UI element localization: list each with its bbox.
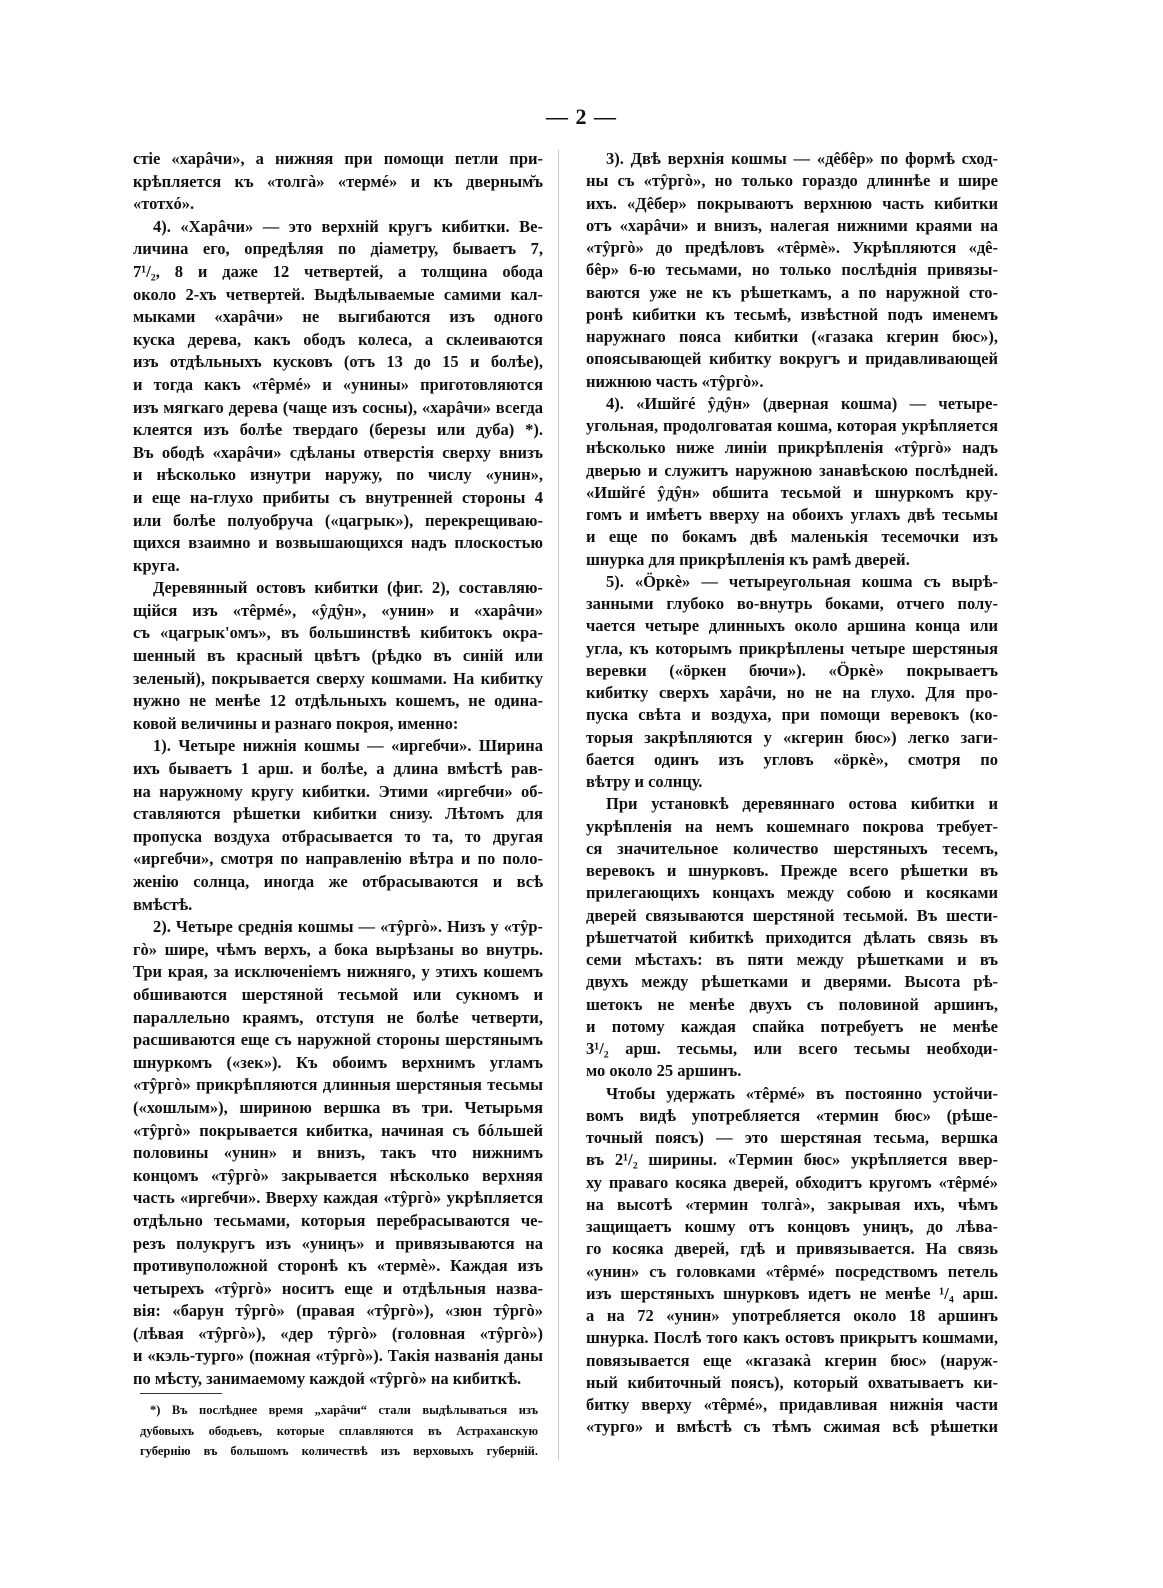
left-column: [133, 148, 543, 1391]
text-line: отдѣльно тесьмами, которыя перебрасываются че-: [133, 1210, 543, 1230]
footnote: [140, 1400, 538, 1462]
text-line: нужно не менѣе 12 отдѣльныхъ кошемъ, не одина-: [133, 691, 543, 711]
text-line: го косяка дверей, гдѣ и привязывается. На связь: [586, 1239, 998, 1259]
paragraph: [586, 148, 998, 393]
text-line: защищаетъ кошму отъ концовъ униңъ, до лѣва-: [586, 1217, 998, 1236]
text-line: торыя закрѣпляются у «кгерин бюс») легко заги-: [586, 727, 998, 747]
text-line: рѣшетчатой кибиткѣ приходится дѣлать связь въ: [586, 927, 998, 947]
footnote-line: *) Въ послѣднее время „харâчи“ стали выдѣлываться изъ: [150, 1403, 538, 1417]
footnote-rule: [140, 1393, 222, 1394]
text-line: 2). Четыре среднія кошмы — «тŷргò». Низъ у «тŷр-: [153, 917, 543, 937]
text-line: ны съ «тŷргò», но только гораздо длиннѣе и шире: [586, 171, 998, 191]
text-line: изъ шерстяныхъ шнурковъ идетъ не менѣе ¹/₄ арш.: [586, 1283, 998, 1303]
text-line: 7¹/₂, 8 и даже 12 четвертей, а толщина обода: [133, 261, 543, 281]
text-line: угольная, продолговатая кошма, которая укрѣпляется: [586, 416, 998, 435]
text-line: шнурка для прикрѣпленія къ рамѣ дверей.: [586, 549, 910, 569]
text-line: мыками «харâчи» не выгибаются изъ одного: [133, 307, 543, 327]
text-line: (лѣвая «тŷргò»), «дер тŷргò» (головная «тŷргò»): [133, 1323, 543, 1343]
text-line: Деревянный остовъ кибитки (фиг. 2), составляю-: [153, 578, 543, 598]
text-line: кибитку сверхъ харâчи, но не на глухо. Для про-: [586, 683, 998, 702]
text-line: Въ ободѣ «харâчи» сдѣланы отверстія сверху внизъ: [133, 442, 543, 462]
text-line: мо около 25 аршинъ.: [586, 1061, 742, 1081]
footnote-line: дубовыхъ ободьевъ, которые сплавляются въ Астраханскую: [140, 1423, 538, 1438]
text-line: женію солнца, иногда же отбрасываются и всѣ: [133, 872, 543, 891]
text-line: битку вверху «тêрмé», придавливая нижнія части: [586, 1395, 998, 1414]
text-line: стіе «харâчи», а нижняя при помощи петли при-: [133, 149, 543, 168]
text-line: ковой величины и разнаго покроя, именно:: [133, 713, 459, 733]
text-line: гò» шире, чѣмъ верхъ, а бока вырѣзаны во внутрь.: [133, 939, 543, 959]
paragraph: [586, 793, 998, 1082]
text-line: и потому каждая спайка потребуетъ не менѣе: [586, 1016, 998, 1036]
text-line: изъ мягкаго дерева (чаще изъ сосны), «харâчи» всегда: [133, 397, 543, 417]
text-line: 4). «Ишйгé ŷдŷн» (дверная кошма) — четыре-: [606, 393, 998, 413]
text-line: и «кэль-турго» (пожная «тŷргò»). Такія названія даны: [133, 1346, 543, 1366]
right-column: [586, 148, 998, 1439]
text-line: и тогда какъ «тêрмé» и «унины» приготовляются: [133, 374, 543, 394]
text-line: противуположной сторонѣ къ «термè». Каждая изъ: [133, 1256, 543, 1276]
text-line: вія: «барун тŷргò» (правая «тŷргò»), «зюн тŷргò»: [133, 1301, 543, 1321]
text-line: («хошлым»), шириною вершка въ три. Четырьмя: [133, 1097, 543, 1117]
text-line: съ «цагрык'омъ», въ большинствѣ кибитокъ окра-: [133, 623, 543, 643]
text-line: шенный въ красный цвѣтъ (рѣдко въ синій или: [133, 646, 543, 666]
text-line: ный кибиточный поясъ), который охватываетъ ки-: [586, 1372, 998, 1392]
text-line: дверью и служитъ наружною занавѣскою послѣдней.: [586, 460, 998, 480]
paragraph: [133, 216, 543, 578]
text-line: ихъ бываетъ 1 арш. и болѣе, а длина вмѣстѣ рав-: [133, 759, 543, 779]
text-line: веревки («öркен бючи»). «Öркè» покрываетъ: [586, 660, 998, 680]
text-line: чается четыре длинныхъ около аршина конца или: [586, 616, 998, 636]
text-line: укрѣпленія на немъ кошемнаго покрова требует-: [586, 816, 998, 836]
text-line: «Ишйгé ŷдŷн» обшита тесьмой и шнуркомъ кру-: [586, 482, 998, 502]
text-line: занными глубоко во-внутрь боками, отчего полу-: [586, 594, 998, 613]
text-line: «тотхó».: [133, 194, 195, 214]
text-line: щихся взаимно и возвышающихся надъ плоскостью: [133, 533, 543, 553]
paragraph: [133, 148, 543, 216]
paragraph: [586, 1083, 998, 1439]
text-line: веревокъ и шнурковъ. Прежде всего рѣшетки въ: [586, 861, 998, 880]
text-line: угла, къ которымъ прикрѣплены четыре шерстяныя: [586, 638, 998, 658]
paragraph: [586, 393, 998, 571]
text-line: клеятся изъ болѣе твердаго (березы или дуба) *).: [133, 420, 543, 440]
text-line: 5). «Öркè» — четыреугольная кошма съ вырѣ-: [606, 571, 998, 591]
text-line: 3¹/₂ арш. тесьмы, или всего тесьмы необходи-: [586, 1039, 998, 1058]
text-line: резъ полукругъ изъ «униңъ» и привязываются на: [133, 1233, 543, 1253]
text-line: шнуркомъ («зек»). Къ обоимъ верхнимъ угламъ: [133, 1052, 543, 1072]
text-line: «тŷргò» прикрѣпляются длинныя шерстяныя тесьмы: [133, 1075, 543, 1095]
text-line: на наружному кругу кибитки. Этими «иргебчи» об-: [133, 781, 543, 801]
text-line: 4). «Харâчи» — это верхній кругъ кибитки. Ве-: [153, 216, 543, 236]
text-line: параллельно краямъ, отступя не болѣе четверти,: [133, 1007, 543, 1027]
text-line: ся значительное количество шерстяныхъ тесемъ,: [586, 838, 998, 858]
text-line: пуска свѣта и воздуха, при помощи веревокъ (ко-: [586, 705, 998, 725]
text-line: а на 72 «унин» употребляется около 18 аршинъ: [586, 1306, 998, 1325]
text-line: двухъ между рѣшетками и дверями. Высота рѣ-: [586, 972, 998, 992]
text-line: щійся изъ «тêрмé», «ŷдŷн», «унин» и «харâчи»: [133, 600, 543, 620]
text-line: ваются уже не къ рѣшеткамъ, а по наружной сто-: [586, 282, 998, 302]
text-line: Чтобы удержать «тêрмé» въ постоянно устойчи-: [606, 1083, 998, 1103]
text-line: четырехъ «тŷргò» носитъ еще и отдѣльныя назва-: [133, 1278, 543, 1298]
text-line: часть «иргебчи». Вверху каждая «тŷргò» укрѣпляется: [133, 1188, 543, 1208]
text-line: по мѣсту, занимаемому каждой «тŷргò» на кибиткѣ.: [133, 1369, 522, 1389]
text-line: ху праваго косяка дверей, обходитъ кругомъ «тêрмé»: [586, 1172, 998, 1192]
text-line: зеленый), покрывается сверху кошмами. На кибитку: [133, 668, 543, 688]
text-line: отъ «харâчи» и внизъ, налегая нижними краями на: [586, 215, 998, 235]
text-line: Три края, за исключеніемъ нижняго, у этихъ кошемъ: [133, 962, 543, 982]
text-line: прилегающихъ концахъ между собою и косяками: [586, 883, 998, 903]
text-line: вомъ видѣ употребляется «термин бюс» (рѣше-: [586, 1105, 998, 1125]
text-line: пропуска воздуха отбрасывается то та, то другая: [133, 826, 543, 846]
text-line: ихъ. «Дêбер» покрываютъ верхнюю часть кибитки: [586, 193, 998, 213]
text-line: шнурка. Послѣ того какъ остовъ прикрытъ кошмами,: [586, 1328, 998, 1348]
text-line: «унин» съ головками «тêрмé» посредствомъ петель: [586, 1261, 998, 1281]
text-line: семи мѣстахъ: въ пяти между рѣшетками и въ: [586, 950, 998, 969]
text-line: 3). Двѣ верхнія кошмы — «дêбêр» по формѣ сход-: [606, 149, 998, 168]
text-line: ставляются рѣшетки кибитки снизу. Лѣтомъ для: [133, 804, 543, 824]
paragraph: [133, 916, 543, 1390]
page-number: — 2 —: [546, 104, 617, 129]
column-divider: [558, 150, 559, 1460]
text-line: на высотѣ «термин толгà», закрывая ихъ, чѣмъ: [586, 1194, 998, 1214]
text-line: расшиваются еще съ наружной стороны шерстянымъ: [133, 1030, 543, 1050]
text-line: точный поясъ) — это шерстяная тесьма, вершка: [586, 1128, 998, 1147]
text-line: куска дерева, какъ ободъ колеса, а склеиваются: [133, 329, 543, 349]
text-line: наружнаго пояса кибитки («газака кгерин бюс»),: [586, 327, 998, 346]
paragraph: [133, 735, 543, 916]
text-line: около 2-хъ четвертей. Выдѣлываемые самими кал-: [133, 284, 543, 304]
text-line: шетокъ не менѣе двухъ съ половиной аршинъ,: [586, 994, 998, 1014]
text-line: обшиваются шерстяной тесьмой или сукномъ и: [133, 984, 543, 1004]
text-line: 1). Четыре нижнія кошмы — «иргебчи». Ширина: [153, 736, 543, 756]
text-line: изъ отдѣльныхъ кусковъ (отъ 13 до 15 и болѣе),: [133, 352, 543, 372]
footnote-line: губернію въ большомъ количествѣ изъ верховыхъ губерній.: [140, 1444, 538, 1458]
text-line: и еще по бокамъ двѣ маленькія тесемочки изъ: [586, 527, 998, 547]
text-line: дверей связываются шерстяной тесьмой. Въ шести-: [586, 905, 998, 925]
text-line: нѣсколько ниже линіи прикрѣпленія «тŷргò» надъ: [586, 438, 998, 458]
text-line: и еще на-глухо прибиты съ внутренней стороны 4: [133, 487, 543, 507]
text-line: половины «унин» и внизъ, такъ что нижнимъ: [133, 1143, 543, 1163]
text-line: гомъ и имѣетъ вверху на обоихъ углахъ двѣ тесьмы: [586, 505, 998, 524]
text-line: повязывается еще «кгазакà кгерин бюс» (наруж-: [586, 1350, 998, 1370]
text-line: и нѣсколько изнутри наружу, по числу «унин»,: [133, 465, 543, 485]
text-line: личина его, опредѣляя по діаметру, бываетъ 7,: [133, 239, 543, 259]
text-line: концомъ «тŷргò» закрывается нѣсколько верхняя: [133, 1165, 543, 1185]
text-line: ронѣ кибитки къ тесьмѣ, извѣстной подъ именемъ: [586, 304, 998, 324]
text-line: вмѣстѣ.: [133, 894, 193, 914]
text-line: крѣпляется къ «толгà» «термé» и къ дверным̆ъ: [133, 171, 543, 191]
text-line: «иргебчи», смотря по направленію вѣтра и по поло-: [133, 849, 543, 869]
text-line: круга.: [133, 555, 180, 575]
text-line: При установкѣ деревяннаго остова кибитки и: [606, 794, 998, 814]
text-line: вѣтру и солнцу.: [586, 772, 703, 791]
text-line: «тŷргò» покрывается кибитка, начиная съ бóльшей: [133, 1120, 543, 1140]
paragraph: [586, 571, 998, 794]
text-line: бêр» 6-ю тесьмами, но только послѣднія привязы-: [586, 260, 998, 280]
text-line: въ 2¹/₂ ширины. «Термин бюс» укрѣпляется ввер-: [586, 1150, 998, 1170]
text-line: бается одинъ изъ угловъ «öркè», смотря по: [586, 749, 998, 769]
text-line: нижнюю часть «тŷргò».: [586, 371, 764, 391]
paragraph: [133, 577, 543, 735]
text-line: опоясывающей кибитку вокругъ и придавливающей: [586, 349, 998, 369]
text-line: «тŷргò» до предѣловъ «тêрмè». Укрѣпляются «дê-: [586, 238, 998, 257]
text-line: «турго» и вмѣстѣ съ тѣмъ сжимая всѣ рѣшетки: [586, 1417, 998, 1437]
text-line: или болѣе полуобруча («цагрык»), перекрещиваю-: [133, 510, 543, 530]
